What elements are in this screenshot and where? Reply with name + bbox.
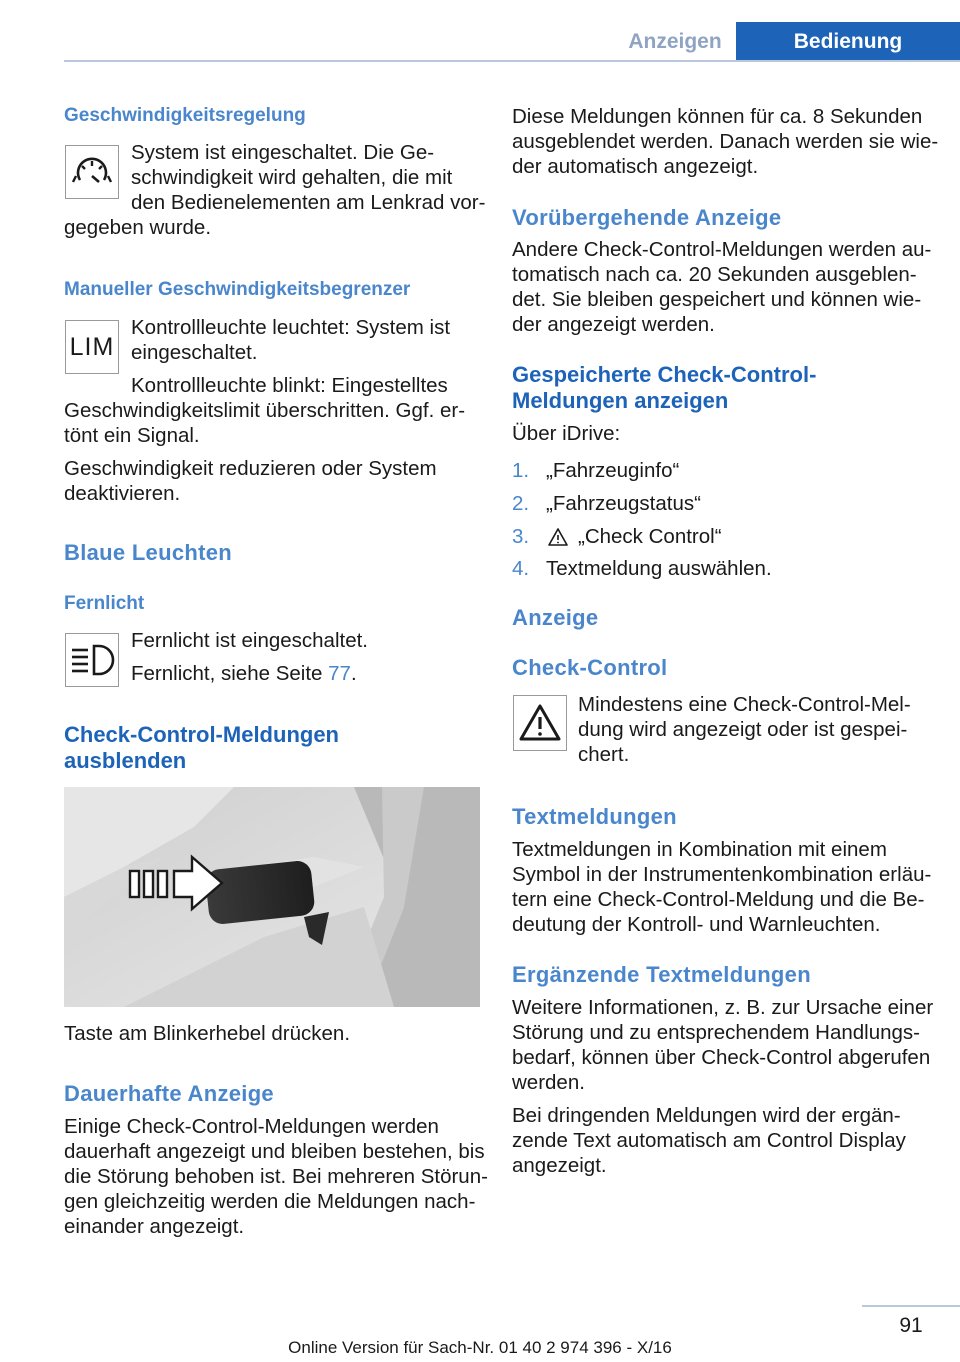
lim-icon-label: LIM — [69, 333, 115, 361]
text-lim-blink-2: Geschwindigkeitslimit überschritten. Ggf. er- — [64, 399, 466, 422]
heading-dauerhafte-anzeige: Dauerhafte Anzeige — [64, 1081, 274, 1106]
header-rule — [64, 60, 960, 62]
text-erg-1: Weitere Informationen, z. B. zur Ursache einer — [512, 996, 934, 1019]
step-number-4: 4. — [512, 557, 530, 580]
text-intro-3: der automatisch angezeigt. — [512, 155, 759, 178]
step-number-2: 2. — [512, 492, 530, 515]
text-dauer-2: dauerhaft angezeigt und bleiben bestehen, bis — [64, 1140, 485, 1163]
photo-caption: Taste am Blinkerhebel drücken. — [64, 1022, 351, 1045]
text-fern-2-prefix: Fernlicht, siehe Seite — [131, 662, 329, 685]
text-erg-3: bedarf, können über Check-Control abgerufen — [512, 1046, 931, 1069]
tab-bedienung[interactable]: Bedienung — [736, 22, 960, 62]
text-dringend-3: angezeigt. — [512, 1154, 607, 1177]
page-link-77[interactable]: 77 — [328, 662, 351, 685]
step-text-2: „Fahrzeugstatus“ — [546, 492, 701, 515]
page-number: 91 — [899, 1314, 923, 1337]
heading-textmeldungen: Textmeldungen — [512, 804, 677, 829]
step-number-3: 3. — [512, 525, 530, 548]
text-vorueber-2: tomatisch nach ca. 20 Sekunden ausgeblen- — [512, 263, 917, 286]
text-ueber-idrive: Über iDrive: — [512, 422, 621, 445]
text-dauer-4: gen gleichzeitig werden die Meldungen nach- — [64, 1190, 476, 1213]
high-beam-icon — [65, 633, 119, 687]
heading-anzeige: Anzeige — [512, 605, 599, 630]
step-number-1: 1. — [512, 459, 530, 482]
heading-cc-ausblenden-2: ausblenden — [64, 748, 187, 773]
warning-triangle-icon — [547, 527, 569, 547]
photo-indicator-stalk — [64, 787, 480, 1007]
text-dauer-3: die Störung behoben ist. Bei mehreren Störun- — [64, 1165, 488, 1188]
step-text-4: Textmeldung auswählen. — [546, 557, 772, 580]
text-lim-2: eingeschaltet. — [131, 341, 258, 364]
text-tm-4: deutung der Kontroll- und Warnleuchten. — [512, 913, 881, 936]
text-vorueber-4: der angezeigt werden. — [512, 313, 715, 336]
tab-anzeigen[interactable]: Anzeigen — [628, 30, 722, 53]
text-tm-3: tern eine Check-Control-Meldung und die Be- — [512, 888, 925, 911]
footer-rule — [862, 1305, 960, 1307]
text-vorueber-3: det. Sie bleiben gespeichert und können wie- — [512, 288, 922, 311]
text-geschw-2: schwindigkeit wird gehalten, die mit — [131, 166, 453, 189]
heading-gespeicherte-1: Gespeicherte Check-Control- — [512, 362, 817, 387]
speedometer-icon — [65, 145, 119, 199]
text-cc-2: dung wird angezeigt oder ist gespei- — [578, 718, 908, 741]
check-control-warning-icon — [513, 695, 567, 751]
text-erg-4: werden. — [512, 1071, 585, 1094]
text-tm-2: Symbol in der Instrumentenkombination erläu- — [512, 863, 932, 886]
step-text-3: „Check Control“ — [578, 525, 722, 548]
text-erg-2: Störung und zu entsprechendem Handlungs- — [512, 1021, 920, 1044]
subheading-fernlicht: Fernlicht — [64, 593, 145, 614]
text-fern-1: Fernlicht ist eingeschaltet. — [131, 629, 369, 652]
heading-ergaenzende: Ergänzende Textmeldungen — [512, 962, 811, 987]
lim-icon — [65, 320, 119, 374]
text-reduce-1: Geschwindigkeit reduzieren oder System — [64, 457, 437, 480]
text-intro-2: ausgeblendet werden. Danach werden sie wie- — [512, 130, 939, 153]
heading-voruebergehende-anzeige: Vorübergehende Anzeige — [512, 205, 782, 230]
text-dringend-2: zende Text automatisch am Control Display — [512, 1129, 906, 1152]
step-text-1: „Fahrzeuginfo“ — [546, 459, 680, 482]
text-reduce-2: deaktivieren. — [64, 482, 181, 505]
heading-blaue-leuchten: Blaue Leuchten — [64, 540, 233, 565]
text-geschw-4: gegeben wurde. — [64, 216, 212, 239]
text-tm-1: Textmeldungen in Kombination mit einem — [512, 838, 887, 861]
text-intro-1: Diese Meldungen können für ca. 8 Sekunden — [512, 105, 923, 128]
text-fern-2 — [131, 661, 357, 687]
text-lim-blink-1: Kontrollleuchte blinkt: Eingestelltes — [131, 374, 448, 397]
text-vorueber-1: Andere Check-Control-Meldungen werden au- — [512, 238, 932, 261]
text-cc-1: Mindestens eine Check-Control-Mel- — [578, 693, 911, 716]
subheading-begrenzer: Manueller Geschwindigkeitsbegrenzer — [64, 279, 411, 300]
text-dringend-1: Bei dringenden Meldungen wird der ergän- — [512, 1104, 901, 1127]
online-version-note: Online Version für Sach-Nr. 01 40 2 974 396 - X/16 — [288, 1338, 672, 1357]
text-lim-blink-3: tönt ein Signal. — [64, 424, 200, 447]
text-lim-1: Kontrollleuchte leuchtet: System ist — [131, 316, 451, 339]
text-fern-2-suffix: . — [350, 662, 357, 685]
heading-check-control: Check-Control — [512, 655, 668, 680]
heading-cc-ausblenden-1: Check-Control-Meldungen — [64, 722, 339, 747]
text-cc-3: chert. — [578, 743, 630, 766]
text-geschw-1: System ist eingeschaltet. Die Ge- — [131, 141, 435, 164]
text-geschw-3: den Bedienelementen am Lenkrad vor- — [131, 191, 486, 214]
text-dauer-5: einander angezeigt. — [64, 1215, 245, 1238]
heading-gespeicherte-2: Meldungen anzeigen — [512, 388, 729, 413]
subheading-geschwindigkeitsregelung: Geschwindigkeitsregelung — [64, 105, 306, 126]
text-dauer-1: Einige Check-Control-Meldungen werden — [64, 1115, 439, 1138]
